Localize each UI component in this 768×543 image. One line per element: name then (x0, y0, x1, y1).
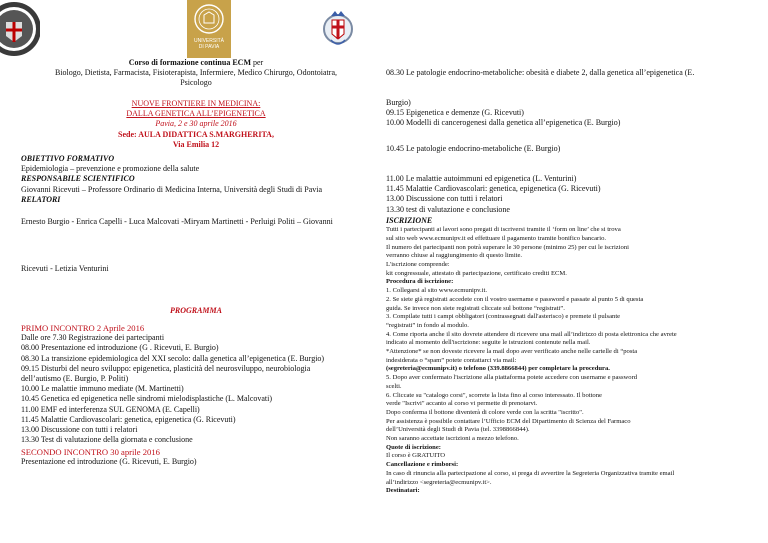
program-item: 13.00 Discussione con tutti i relatori (21, 425, 138, 435)
procedure-step: Dopo conferma il bottone diventerà di colore verde con la scritta "iscritto". (386, 408, 584, 416)
title-line-1: NUOVE FRONTIERE IN MEDICINA: (131, 99, 261, 108)
procedure-heading: Procedura di iscrizione: (386, 278, 454, 286)
university-seal-icon (187, 2, 231, 38)
contact-info: (segreteria@ecmunipv.it) o telefono (339.8866844) per completare la procedura. (386, 365, 610, 373)
program-item: 10.00 Le malattie immuno mediate (M. Martinetti) (21, 384, 184, 394)
objective-section (21, 154, 322, 205)
objective-heading: OBIETTIVO FORMATIVO (21, 154, 115, 163)
procedure-step: Non saranno accettate iscrizioni a mezzo telefono. (386, 435, 519, 443)
scientific-heading: RESPONSABILE SCIENTIFICO (21, 174, 135, 184)
program-block-2 (386, 98, 620, 129)
program-block-3 (386, 144, 560, 154)
course-per: per (251, 58, 264, 67)
registration-intro: Il numero dei partecipanti non potrà superare le 30 persone (minimo 25) per cui le iscrizioni (386, 243, 629, 251)
cancellation-text: all’indirizzo <segreteria@ecmunipv.it>. (386, 478, 492, 486)
speakers-line-1: Ernesto Burgio - Enrica Capelli - Luca Malcovati -Miryam Martinetti - Perluigi Politi – Giovanni (21, 217, 333, 226)
procedure-step: *Attenzione* se non doveste ricevere la mail dopo aver verificato anche nelle cartelle di “posta (386, 348, 638, 356)
procedure-step: guida. Se invece non siete registrati cliccate sul bottone “registrati”. (386, 304, 565, 312)
program-block-1 (386, 68, 694, 78)
program-item: Presentazione ed introduzione (G. Ricevuti, E. Burgio) (21, 457, 197, 467)
programma-heading: PROGRAMMA (169, 306, 222, 315)
procedure-step: dell’Università degli Studi di Pavia (tel. 3398866844). (386, 426, 530, 434)
procedure-step: Per assistenza è possibile contattare l’Ufficio ECM del Dipartimento di Scienza del Farmaco (386, 417, 631, 425)
event-address: Via Emilia 12 (172, 139, 220, 149)
scientific-text: Giovanni Ricevuti – Professore Ordinario di Medicina Interna, Università degli Studi di Pavia (21, 184, 323, 194)
program-item: 08.00 Presentazione ed introduzione (G . Ricevuti, E. Burgio) (21, 343, 219, 353)
procedure-step: 2. Se siete già registrati accedete con il vostro username e password e passate al punto 5 di questa (386, 295, 644, 303)
university-logo (187, 0, 231, 58)
procedure-step: 3. Compilate tutti i campi obbligatori (contrassegnati dall'asterisco) e premete il pulsante (386, 313, 621, 321)
program-item: Dalle ore 7.30 Registrazione dei partecipanti (21, 333, 165, 343)
registration-heading: ISCRIZIONE (386, 216, 433, 225)
registration-intro: L'iscrizione comprende: (386, 261, 450, 269)
program-item: 09.15 Disturbi del neuro sviluppo: epigenetica, plasticità del neurosviluppo, neurobiologia (21, 363, 311, 373)
registration-section (386, 216, 677, 496)
registration-intro: verranno chiuse al raggiungimento di questo limite. (386, 252, 523, 260)
procedure-step: 4. Come riporta anche il sito dovrete attendere di ricevere una mail all’indirizzo di posta elettronica che avrete (386, 330, 677, 338)
program-item: 10.00 Modelli di cancerogenesi dalla genetica all’epigenetica (E. Burgio) (386, 118, 621, 128)
procedure-step: “registrati” in fondo al modulo. (386, 321, 469, 329)
program-item: 10.45 Genetica ed epigenetica nelle sindromi mielodisplastiche (L. Malcovati) (21, 394, 273, 404)
procedure-step: verde "Iscrivi" accanto al corso vi permette di prenotarvi. (386, 400, 538, 408)
program-item: 08.30 Le patologie endocrino-metaboliche: obesità e diabete 2, dalla genetica all’epigenetica (E. (386, 68, 695, 77)
event-title-block (18, 99, 374, 150)
fee-text: Il corso è GRATUITO (386, 452, 446, 460)
registration-intro: sul sito web www.ecmunipv.it ed effettuare il pagamento tramite bonifico bancario. (386, 234, 607, 242)
cancellation-heading: Cancellazione e rimborsi: (386, 461, 459, 469)
city-seal-icon (0, 0, 40, 58)
objective-text: Epidemiologia – prevenzione e promozione della salute (21, 164, 200, 174)
audience-line-2: Psicologo (180, 78, 212, 88)
second-meeting (21, 447, 197, 467)
procedure-step: scelti. (386, 382, 402, 390)
program-item: 13.30 test di valutazione e conclusione (386, 204, 510, 214)
second-meeting-heading: SECONDO INCONTRO 30 aprile 2016 (21, 447, 160, 457)
course-header (18, 58, 374, 89)
procedure-step: 1. Collegarsi al sito www.ecmunipv.it. (386, 287, 487, 295)
program-item: 13.00 Discussione con tutti i relatori (386, 194, 503, 204)
registration-intro: Tutti i partecipanti ai lavori sono pregati di iscriversi tramite il ‘form on line’ che si trova (386, 226, 621, 234)
fee-heading: Quote di iscrizione: (386, 443, 441, 451)
procedure-step: 5. Dopo aver confermato l'iscrizione alla piattaforma potete accedere con username e password (386, 374, 638, 382)
program-item: 10.45 Le patologie endocrino-metaboliche (E. Burgio) (386, 144, 561, 153)
first-meeting (21, 323, 324, 445)
university-city-line: DI PAVIA (198, 44, 220, 50)
event-dates: Pavia, 2 e 30 aprile 2016 (155, 119, 237, 129)
program-item: dell’autismo (E. Burgio, P. Politi) (21, 374, 129, 384)
title-line-2: DALLA GENETICA ALL’EPIGENETICA (126, 109, 266, 119)
program-item: Burgio) (386, 98, 411, 107)
university-name-line: UNIVERSITÀ (193, 38, 224, 44)
program-item: 11.45 Malattie Cardiovascolari: genetica, epigenetica (G. Ricevuti) (386, 184, 601, 194)
procedure-step: 6. Cliccate su "catalogo corsi", scorrete la lista fino al corso interessato. Il bottone (386, 391, 602, 399)
event-venue: Sede: AULA DIDATTICA S.MARGHERITA, (118, 129, 274, 139)
program-item: 11.00 EMF ed interferenza SUL GENOMA (E. Capelli) (21, 404, 200, 414)
cancellation-text: In caso di rinuncia alla partecipazione al corso, si prega di avvertire la Segreteria Organizzativa tramite email (386, 469, 675, 477)
crest-icon (323, 4, 353, 54)
program-item: 11.00 Le malattie autoimmuni ed epigenetica (L. Venturini) (386, 174, 577, 183)
course-name: Corso di formazione continua ECM (128, 58, 251, 67)
program-item: 09.15 Epigenetica e demenze (G. Ricevuti) (386, 108, 524, 118)
speakers-heading: RELATORI (21, 194, 61, 204)
program-block-4 (386, 174, 601, 215)
registration-intro: kit congressuale, attestato di partecipazione, certificato crediti ECM. (386, 269, 567, 277)
audience-line-1: Biologo, Dietista, Farmacista, Fisioterapista, Infermiere, Medico Chirurgo, Odontoiatra, (54, 68, 337, 78)
recipients-heading: Destinatari: (386, 487, 420, 495)
first-meeting-heading: PRIMO INCONTRO 2 Aprile 2016 (21, 323, 145, 333)
program-item: 08.30 La transizione epidemiologica del XXI secolo: dalla genetica all’epigenetica (E. Burgio) (21, 353, 325, 363)
speakers-line-2: Ricevuti - Letizia Venturini (21, 264, 109, 273)
program-item: 13.30 Test di valutazione della giornata e conclusione (21, 435, 193, 445)
procedure-step: indicato al momento dell'iscrizione: seguite le istruzioni contenute nella mail. (386, 339, 591, 347)
program-item: 11.45 Malattie Cardiovascolari: genetica, epigenetica (G. Ricevuti) (21, 414, 236, 424)
procedure-step: indesiderata o “spam” potete contattarci via mail: (386, 356, 517, 364)
